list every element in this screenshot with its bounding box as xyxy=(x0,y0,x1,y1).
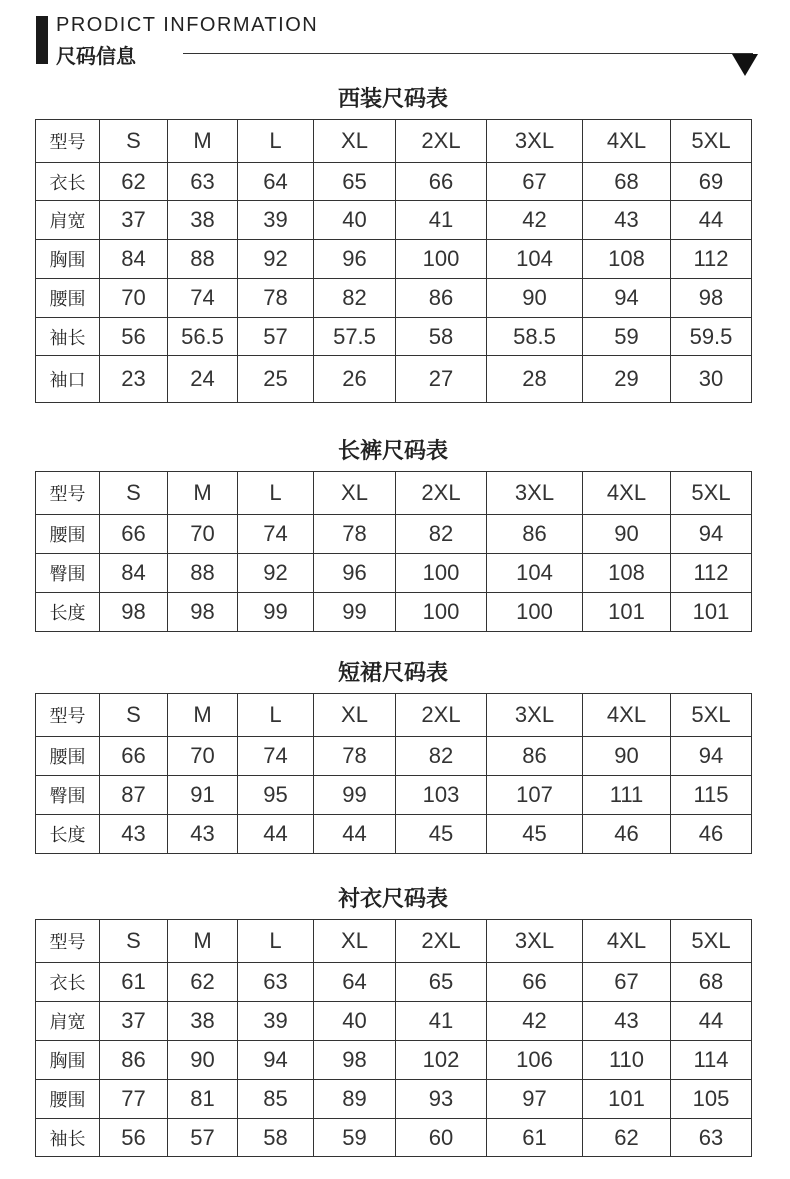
value-cell: 37 xyxy=(100,1002,168,1041)
table-row xyxy=(36,1080,752,1119)
size-table xyxy=(35,471,752,632)
size-header-cell: M xyxy=(168,694,238,737)
value-cell: 74 xyxy=(168,279,238,318)
value-cell: 98 xyxy=(100,593,168,632)
size-header-cell: M xyxy=(168,120,238,163)
table-header-row xyxy=(36,472,752,515)
value-cell: 44 xyxy=(314,815,396,854)
section-title: 衬衣尺码表 xyxy=(337,887,448,912)
row-label-cell: 腰围 xyxy=(36,279,100,318)
header-label-cell: 型号 xyxy=(36,920,100,963)
value-cell: 93 xyxy=(396,1080,487,1119)
table-row xyxy=(36,554,752,593)
value-cell: 100 xyxy=(396,554,487,593)
row-label-cell: 长度 xyxy=(36,593,100,632)
value-cell: 86 xyxy=(100,1041,168,1080)
value-cell: 56.5 xyxy=(168,318,238,356)
row-label-cell: 臀围 xyxy=(36,554,100,593)
value-cell: 98 xyxy=(671,279,752,318)
value-cell: 25 xyxy=(238,356,314,403)
value-cell: 69 xyxy=(671,163,752,201)
size-header-cell: XL xyxy=(314,472,396,515)
row-label-cell: 臀围 xyxy=(36,776,100,815)
value-cell: 41 xyxy=(396,201,487,240)
value-cell: 70 xyxy=(168,515,238,554)
value-cell: 74 xyxy=(238,515,314,554)
row-label-cell: 袖长 xyxy=(36,318,100,356)
value-cell: 62 xyxy=(168,963,238,1002)
value-cell: 68 xyxy=(583,163,671,201)
table-row xyxy=(36,1119,752,1157)
value-cell: 66 xyxy=(487,963,583,1002)
value-cell: 46 xyxy=(671,815,752,854)
value-cell: 108 xyxy=(583,240,671,279)
value-cell: 65 xyxy=(396,963,487,1002)
size-header-cell: L xyxy=(238,120,314,163)
value-cell: 99 xyxy=(238,593,314,632)
value-cell: 60 xyxy=(396,1119,487,1157)
value-cell: 26 xyxy=(314,356,396,403)
size-header-cell: L xyxy=(238,920,314,963)
value-cell: 84 xyxy=(100,554,168,593)
value-cell: 86 xyxy=(396,279,487,318)
header-accent-bar xyxy=(36,16,48,64)
size-header-cell: L xyxy=(238,472,314,515)
header-label-cell: 型号 xyxy=(36,694,100,737)
value-cell: 67 xyxy=(583,963,671,1002)
row-label-cell: 肩宽 xyxy=(36,201,100,240)
value-cell: 59 xyxy=(314,1119,396,1157)
value-cell: 67 xyxy=(487,163,583,201)
table-row xyxy=(36,240,752,279)
value-cell: 44 xyxy=(238,815,314,854)
value-cell: 85 xyxy=(238,1080,314,1119)
value-cell: 98 xyxy=(314,1041,396,1080)
value-cell: 103 xyxy=(396,776,487,815)
value-cell: 62 xyxy=(583,1119,671,1157)
value-cell: 59 xyxy=(583,318,671,356)
size-header-cell: 4XL xyxy=(583,694,671,737)
value-cell: 92 xyxy=(238,240,314,279)
table-row xyxy=(36,963,752,1002)
table-header-row xyxy=(36,920,752,963)
table-row xyxy=(36,737,752,776)
size-header-cell: S xyxy=(100,472,168,515)
row-label-cell: 袖口 xyxy=(36,356,100,403)
value-cell: 42 xyxy=(487,1002,583,1041)
row-label-cell: 胸围 xyxy=(36,1041,100,1080)
value-cell: 78 xyxy=(314,515,396,554)
size-header-cell: 4XL xyxy=(583,920,671,963)
row-label-cell: 长度 xyxy=(36,815,100,854)
value-cell: 42 xyxy=(487,201,583,240)
value-cell: 63 xyxy=(238,963,314,1002)
value-cell: 58.5 xyxy=(487,318,583,356)
value-cell: 43 xyxy=(100,815,168,854)
size-header-cell: 4XL xyxy=(583,120,671,163)
size-header-cell: XL xyxy=(314,120,396,163)
row-label-cell: 衣长 xyxy=(36,163,100,201)
value-cell: 44 xyxy=(671,1002,752,1041)
value-cell: 58 xyxy=(238,1119,314,1157)
table-header-row xyxy=(36,120,752,163)
table-row xyxy=(36,201,752,240)
table-row xyxy=(36,279,752,318)
section-title: 西装尺码表 xyxy=(337,87,448,112)
value-cell: 27 xyxy=(396,356,487,403)
size-header-cell: 3XL xyxy=(487,694,583,737)
value-cell: 65 xyxy=(314,163,396,201)
value-cell: 101 xyxy=(583,1080,671,1119)
value-cell: 94 xyxy=(671,515,752,554)
row-label-cell: 腰围 xyxy=(36,515,100,554)
value-cell: 115 xyxy=(671,776,752,815)
value-cell: 90 xyxy=(583,737,671,776)
value-cell: 86 xyxy=(487,515,583,554)
size-header-cell: 4XL xyxy=(583,472,671,515)
triangle-down-icon xyxy=(732,54,758,76)
value-cell: 107 xyxy=(487,776,583,815)
value-cell: 104 xyxy=(487,554,583,593)
value-cell: 90 xyxy=(487,279,583,318)
value-cell: 87 xyxy=(100,776,168,815)
value-cell: 43 xyxy=(168,815,238,854)
row-label-cell: 肩宽 xyxy=(36,1002,100,1041)
section-title: 短裙尺码表 xyxy=(337,661,448,686)
header-label-cell: 型号 xyxy=(36,120,100,163)
size-header-cell: 2XL xyxy=(396,920,487,963)
value-cell: 102 xyxy=(396,1041,487,1080)
row-label-cell: 衣长 xyxy=(36,963,100,1002)
value-cell: 43 xyxy=(583,201,671,240)
value-cell: 82 xyxy=(396,515,487,554)
size-header-cell: 2XL xyxy=(396,120,487,163)
value-cell: 29 xyxy=(583,356,671,403)
size-header-cell: S xyxy=(100,920,168,963)
size-header-cell: M xyxy=(168,920,238,963)
value-cell: 61 xyxy=(487,1119,583,1157)
value-cell: 90 xyxy=(168,1041,238,1080)
value-cell: 106 xyxy=(487,1041,583,1080)
value-cell: 58 xyxy=(396,318,487,356)
value-cell: 108 xyxy=(583,554,671,593)
value-cell: 100 xyxy=(487,593,583,632)
value-cell: 57.5 xyxy=(314,318,396,356)
value-cell: 43 xyxy=(583,1002,671,1041)
value-cell: 94 xyxy=(238,1041,314,1080)
value-cell: 70 xyxy=(100,279,168,318)
value-cell: 63 xyxy=(671,1119,752,1157)
size-header-cell: 2XL xyxy=(396,694,487,737)
value-cell: 77 xyxy=(100,1080,168,1119)
value-cell: 38 xyxy=(168,201,238,240)
value-cell: 94 xyxy=(671,737,752,776)
header-title-en: PRODICT INFORMATION xyxy=(56,14,319,36)
value-cell: 40 xyxy=(314,201,396,240)
row-label-cell: 袖长 xyxy=(36,1119,100,1157)
value-cell: 63 xyxy=(168,163,238,201)
value-cell: 112 xyxy=(671,554,752,593)
value-cell: 64 xyxy=(314,963,396,1002)
value-cell: 78 xyxy=(238,279,314,318)
value-cell: 38 xyxy=(168,1002,238,1041)
value-cell: 111 xyxy=(583,776,671,815)
value-cell: 70 xyxy=(168,737,238,776)
value-cell: 86 xyxy=(487,737,583,776)
size-header-cell: XL xyxy=(314,694,396,737)
table-row xyxy=(36,1002,752,1041)
value-cell: 57 xyxy=(168,1119,238,1157)
size-header-cell: 5XL xyxy=(671,120,752,163)
value-cell: 94 xyxy=(583,279,671,318)
value-cell: 61 xyxy=(100,963,168,1002)
value-cell: 37 xyxy=(100,201,168,240)
size-header-cell: XL xyxy=(314,920,396,963)
size-header-cell: S xyxy=(100,694,168,737)
value-cell: 99 xyxy=(314,593,396,632)
value-cell: 40 xyxy=(314,1002,396,1041)
value-cell: 66 xyxy=(396,163,487,201)
value-cell: 89 xyxy=(314,1080,396,1119)
size-table xyxy=(35,119,752,403)
table-row xyxy=(36,776,752,815)
value-cell: 88 xyxy=(168,554,238,593)
value-cell: 41 xyxy=(396,1002,487,1041)
value-cell: 112 xyxy=(671,240,752,279)
value-cell: 92 xyxy=(238,554,314,593)
size-header-cell: 3XL xyxy=(487,120,583,163)
row-label-cell: 腰围 xyxy=(36,737,100,776)
value-cell: 98 xyxy=(168,593,238,632)
size-header-cell: 2XL xyxy=(396,472,487,515)
value-cell: 78 xyxy=(314,737,396,776)
value-cell: 45 xyxy=(396,815,487,854)
value-cell: 66 xyxy=(100,515,168,554)
table-row xyxy=(36,815,752,854)
header-title-cn: 尺码信息 xyxy=(56,44,136,68)
table-row xyxy=(36,318,752,356)
table-row xyxy=(36,1041,752,1080)
value-cell: 45 xyxy=(487,815,583,854)
header-label-cell: 型号 xyxy=(36,472,100,515)
size-table xyxy=(35,693,752,854)
value-cell: 74 xyxy=(238,737,314,776)
value-cell: 62 xyxy=(100,163,168,201)
value-cell: 97 xyxy=(487,1080,583,1119)
table-row xyxy=(36,163,752,201)
value-cell: 101 xyxy=(671,593,752,632)
value-cell: 104 xyxy=(487,240,583,279)
value-cell: 39 xyxy=(238,1002,314,1041)
value-cell: 96 xyxy=(314,554,396,593)
value-cell: 30 xyxy=(671,356,752,403)
value-cell: 39 xyxy=(238,201,314,240)
value-cell: 82 xyxy=(314,279,396,318)
size-header-cell: S xyxy=(100,120,168,163)
value-cell: 68 xyxy=(671,963,752,1002)
table-row xyxy=(36,593,752,632)
size-header-cell: L xyxy=(238,694,314,737)
value-cell: 99 xyxy=(314,776,396,815)
value-cell: 24 xyxy=(168,356,238,403)
value-cell: 84 xyxy=(100,240,168,279)
value-cell: 96 xyxy=(314,240,396,279)
value-cell: 91 xyxy=(168,776,238,815)
value-cell: 57 xyxy=(238,318,314,356)
value-cell: 88 xyxy=(168,240,238,279)
value-cell: 110 xyxy=(583,1041,671,1080)
value-cell: 46 xyxy=(583,815,671,854)
value-cell: 101 xyxy=(583,593,671,632)
table-row xyxy=(36,356,752,403)
table-row xyxy=(36,515,752,554)
value-cell: 82 xyxy=(396,737,487,776)
value-cell: 81 xyxy=(168,1080,238,1119)
size-header-cell: 3XL xyxy=(487,920,583,963)
size-table xyxy=(35,919,752,1157)
size-header-cell: 5XL xyxy=(671,920,752,963)
value-cell: 66 xyxy=(100,737,168,776)
value-cell: 90 xyxy=(583,515,671,554)
value-cell: 59.5 xyxy=(671,318,752,356)
size-header-cell: 5XL xyxy=(671,694,752,737)
value-cell: 95 xyxy=(238,776,314,815)
value-cell: 28 xyxy=(487,356,583,403)
size-header-cell: M xyxy=(168,472,238,515)
value-cell: 23 xyxy=(100,356,168,403)
size-header-cell: 5XL xyxy=(671,472,752,515)
section-title: 长裤尺码表 xyxy=(337,439,448,464)
header-divider xyxy=(183,53,753,54)
row-label-cell: 胸围 xyxy=(36,240,100,279)
value-cell: 56 xyxy=(100,318,168,356)
value-cell: 56 xyxy=(100,1119,168,1157)
table-header-row xyxy=(36,694,752,737)
value-cell: 64 xyxy=(238,163,314,201)
row-label-cell: 腰围 xyxy=(36,1080,100,1119)
value-cell: 44 xyxy=(671,201,752,240)
value-cell: 100 xyxy=(396,240,487,279)
value-cell: 100 xyxy=(396,593,487,632)
value-cell: 105 xyxy=(671,1080,752,1119)
value-cell: 114 xyxy=(671,1041,752,1080)
size-header-cell: 3XL xyxy=(487,472,583,515)
